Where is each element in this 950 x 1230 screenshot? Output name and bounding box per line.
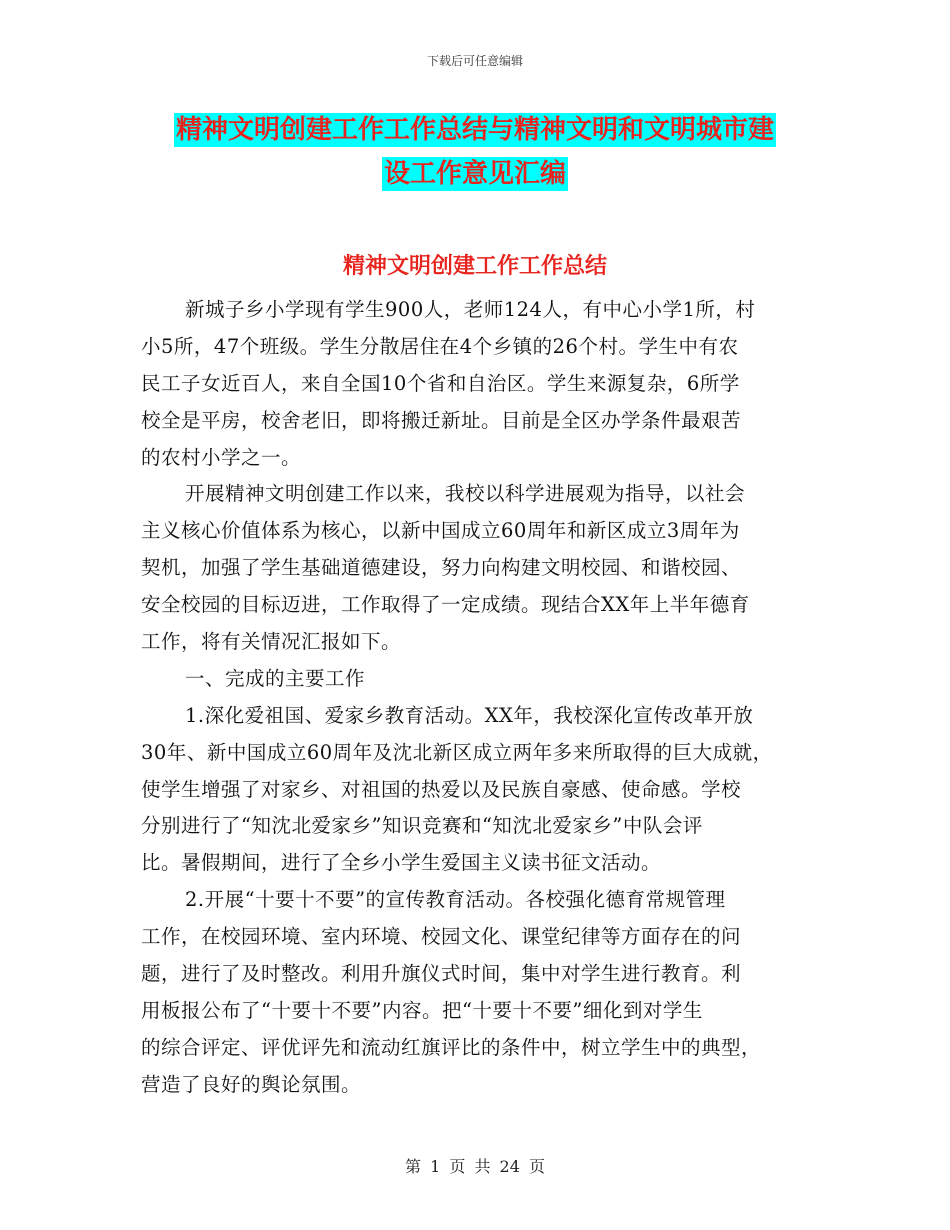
body-line: 1.深化爱祖国、爱家乡教育活动。XX年，我校深化宣传改革开放 (185, 703, 754, 727)
body-line: 比。暑假期间，进行了全乡小学生爱国主义读书征文活动。 (141, 851, 662, 875)
page-footer: 第 1 页 共 24 页 (405, 1157, 545, 1176)
body-line: 题，进行了及时整改。利用升旗仪式时间，集中对学生进行教育。利 (141, 962, 742, 986)
body-line: 用板报公布了“十要十不要”内容。把“十要十不要”细化到对学生 (141, 998, 703, 1022)
body-line: 工作，在校园环境、室内环境、校园文化、课堂纪律等方面存在的问 (141, 925, 742, 949)
body-line: 契机，加强了学生基础道德建设，努力向构建文明校园、和谐校园、 (141, 556, 742, 580)
document-title-text-2: 设工作意见汇编 (383, 159, 566, 189)
document-title-line-2 (0, 157, 950, 191)
body-line: 使学生增强了对家乡、对祖国的热爱以及民族自豪感、使命感。学校 (141, 777, 742, 801)
body-line: 民工子女近百人，来自全国10个省和自治区。学生来源复杂，6所学 (141, 371, 740, 395)
body-line: 的综合评定、评优评先和流动红旗评比的条件中，树立学生中的典型， (141, 1035, 762, 1059)
body-line: 安全校园的目标迈进，工作取得了一定成绩。现结合XX年上半年德育 (141, 593, 750, 617)
body-line: 小5所，47个班级。学生分散居住在4个乡镇的26个村。学生中有农 (141, 334, 739, 358)
body-line: 2.开展“十要十不要”的宣传教育活动。各校强化德育常规管理 (185, 888, 726, 912)
body-line: 开展精神文明创建工作以来，我校以科学进展观为指导，以社会 (185, 482, 746, 506)
body-line: 的农村小学之一。 (141, 445, 302, 469)
header-note: 下载后可任意编辑 (426, 54, 523, 68)
body-line: 新城子乡小学现有学生900人，老师124人，有中心小学1所，村 (185, 298, 756, 321)
body-line: 主义核心价值体系为核心，以新中国成立60周年和新区成立3周年为 (141, 519, 740, 543)
section-title: 精神文明创建工作工作总结 (342, 254, 607, 279)
body-line: 营造了良好的舆论氛围。 (141, 1072, 362, 1096)
document-title-text-1: 精神文明创建工作工作总结与精神文明和文明城市建 (175, 115, 774, 145)
body-line: 校全是平房，校舍老旧，即将搬迁新址。目前是全区办学条件最艰苦 (141, 408, 742, 432)
body-line: 一、完成的主要工作 (185, 666, 366, 690)
document-title-line-1 (0, 113, 950, 147)
body-line: 分别进行了“知沈北爱家乡”知识竞赛和“知沈北爱家乡”中队会评 (141, 814, 703, 838)
body-text (141, 292, 811, 1104)
body-line: 工作，将有关情况汇报如下。 (141, 630, 402, 654)
body-line: 30年、新中国成立60周年及沈北新区成立两年多来所取得的巨大成就， (141, 740, 773, 764)
